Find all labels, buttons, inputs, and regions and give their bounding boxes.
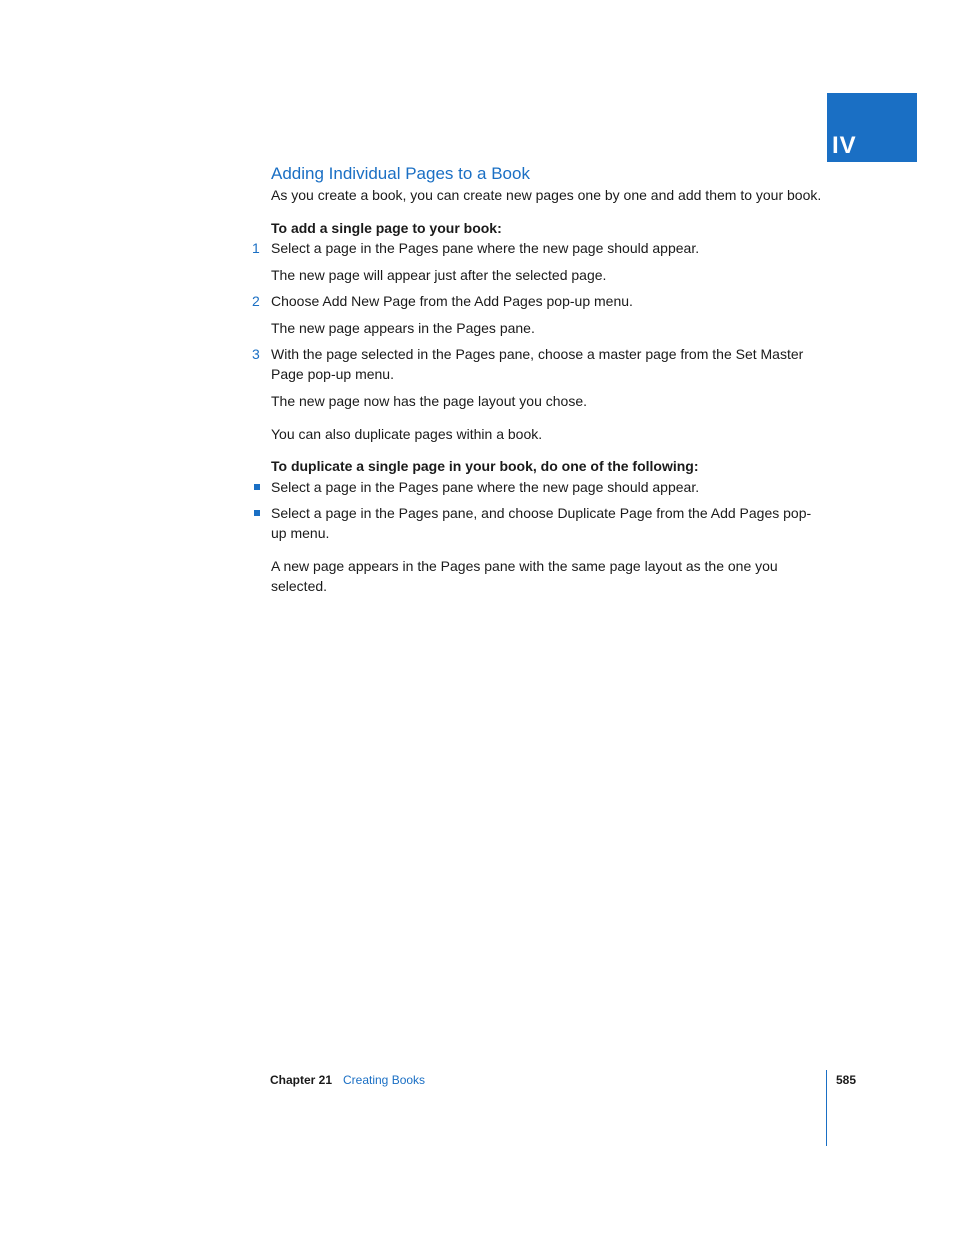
footer-chapter: Chapter 21 <box>270 1073 333 1087</box>
step-number-1: 1 <box>252 240 260 256</box>
duplicate-note: You can also duplicate pages within a book. <box>271 426 543 442</box>
section-title: Adding Individual Pages to a Book <box>271 164 530 183</box>
step-text-3: With the page selected in the Pages pane, choose a master page from the Set Master Page pop-up menu. <box>271 346 804 382</box>
footer-chapter-title: Creating Books <box>343 1073 426 1087</box>
step-result-3: The new page now has the page layout you chose. <box>271 393 587 409</box>
step-text-1: Select a page in the Pages pane where the new page should appear. <box>271 240 700 256</box>
bullet-icon <box>254 484 260 490</box>
procedure-add-heading: To add a single page to your book: <box>271 220 502 236</box>
footer-divider <box>826 1070 827 1146</box>
bullet-icon <box>254 510 260 516</box>
procedure-duplicate-heading: To duplicate a single page in your book, do one of the following: <box>271 458 699 474</box>
page-number: 585 <box>836 1073 857 1087</box>
bullet-item-2: Select a page in the Pages pane, and choose Duplicate Page from the Add Pages pop-up menu. <box>271 505 812 541</box>
duplicate-result: A new page appears in the Pages pane with the same page layout as the one you selected. <box>271 558 778 594</box>
step-text-2: Choose Add New Page from the Add Pages pop-up menu. <box>271 293 633 309</box>
step-number-3: 3 <box>252 346 260 362</box>
part-tab-label: IV <box>832 132 857 159</box>
step-result-1: The new page will appear just after the selected page. <box>271 267 607 283</box>
step-number-2: 2 <box>252 293 260 309</box>
bullet-item-1: Select a page in the Pages pane where the new page should appear. <box>271 479 700 495</box>
section-intro: As you create a book, you can create new pages one by one and add them to your book. <box>271 187 822 203</box>
step-result-2: The new page appears in the Pages pane. <box>271 320 535 336</box>
